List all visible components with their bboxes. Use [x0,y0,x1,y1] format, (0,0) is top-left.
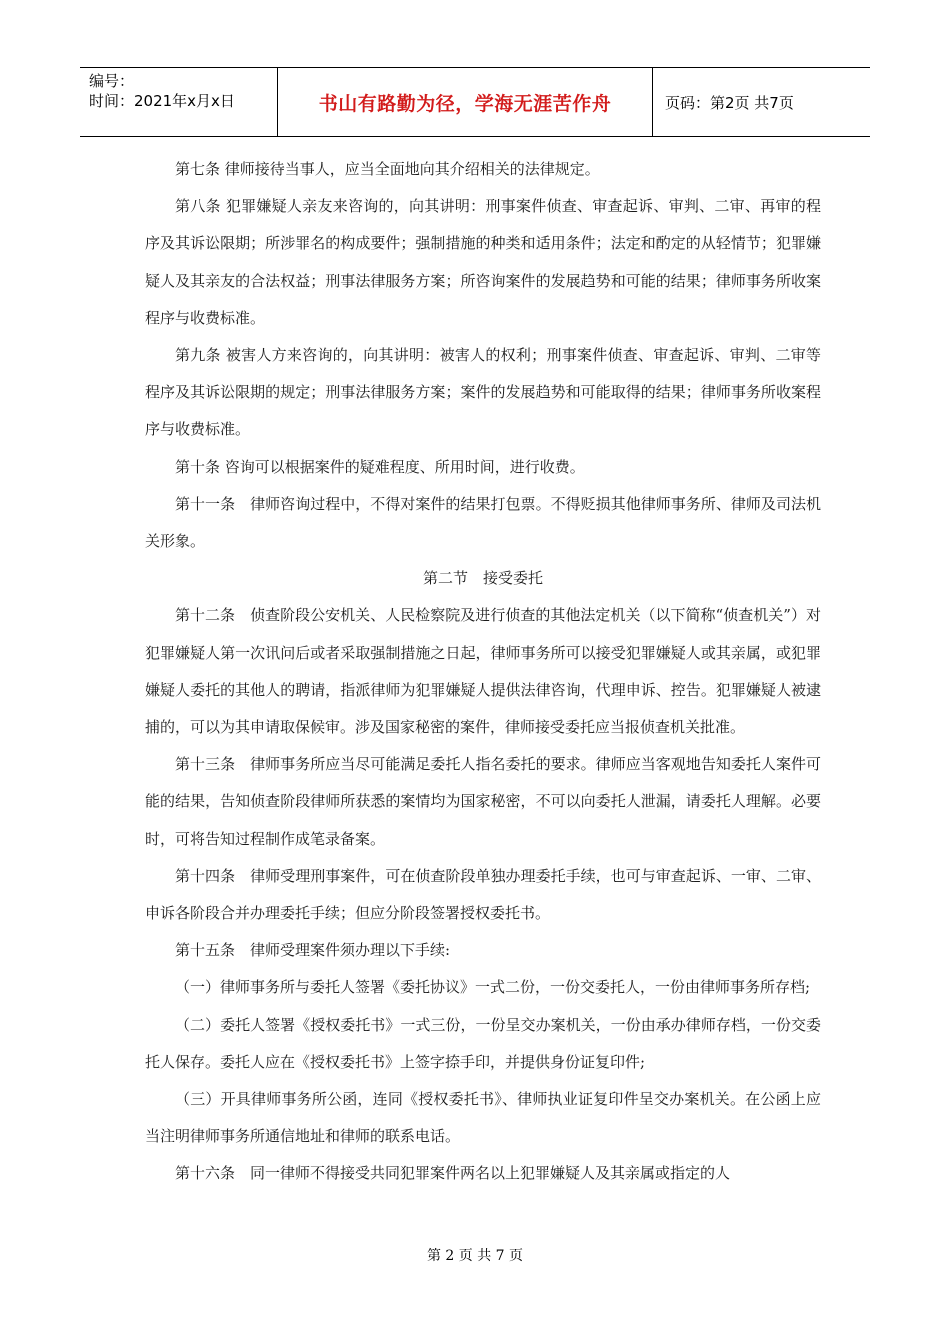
article-paragraph: 第十三条 律师事务所应当尽可能满足委托人指名委托的要求。律师应当客观地告知委托人案件可能的结果，告知侦查阶段律师所获悉的案情均为国家秘密，不可以向委托人泄漏，请委托人理解。必要时，可将告知过程制作成笔录备案。 [145,755,821,848]
article-paragraph: 第十条 咨询可以根据案件的疑难程度、所用时间，进行收费。 [175,457,585,476]
article-paragraph: 第七条 律师接待当事人，应当全面地向其介绍相关的法律规定。 [175,160,600,178]
article-paragraph: 第十五条 律师受理案件须办理以下手续: [175,941,451,960]
document-date-label: 时间：2021年x月x日 [89,92,235,110]
document-body [145,151,821,1193]
article-paragraph: （一）律师事务所与委托人签署《委托协议》一式二份，一份交委托人，一份由律师事务所存档; [175,978,811,997]
article-paragraph: 第九条 被害人方来咨询的，向其讲明：被害人的权利；刑事案件侦查、审查起诉、审判、二审等程序及其诉讼限期的规定；刑事法律服务方案；案件的发展趋势和可能取得的结果；律师事务所收案程序与收费标准。 [145,346,821,439]
article-paragraph: 第十六条 同一律师不得接受共同犯罪案件两名以上犯罪嫌疑人及其亲属或指定的人 [175,1164,731,1183]
article-paragraph: （三）开具律师事务所公函，连同《授权委托书》、律师执业证复印件呈交办案机关。在公函上应当注明律师事务所通信地址和律师的联系电话。 [145,1090,821,1146]
section-heading: 第二节 接受委托 [422,569,543,588]
header-page-info: 页码：第2页 共7页 [665,93,794,112]
article-paragraph: 第十二条 侦查阶段公安机关、人民检察院及进行侦查的其他法定机关（以下简称“侦查机关”）对犯罪嫌疑人第一次讯问后或者采取强制措施之日起，律师事务所可以接受犯罪嫌疑人或其亲属，或犯罪嫌疑人委托的其他人的聘请，指派律师为犯罪嫌疑人提供法律咨询，代理申诉、控告。犯罪嫌疑人被逮捕的，可以为其申请取保候审。涉及国家秘密的案件，律师接受委托应当报侦查机关批准。 [145,606,821,737]
page-header [80,67,870,137]
document-number-label: 编号： [89,72,135,90]
article-paragraph: 第十四条 律师受理刑事案件，可在侦查阶段单独办理委托手续，也可与审查起诉、一审、二审、申诉各阶段合并办理委托手续；但应分阶段签署授权委托书。 [145,866,821,923]
header-meta [80,68,278,136]
header-motto: 书山有路勤为径，学海无涯苦作舟 [278,68,653,136]
article-paragraph: 第八条 犯罪嫌疑人亲友来咨询的，向其讲明：刑事案件侦查、审查起诉、审判、二审、再审的程序及其诉讼限期；所涉罪名的构成要件；强制措施的种类和适用条件；法定和酌定的从轻情节；犯罪嫌疑人及其亲友的合法权益；刑事法律服务方案；所咨询案件的发展趋势和可能的结果；律师事务所收案程序与收费标准。 [145,197,821,327]
article-paragraph: 第十一条 律师咨询过程中，不得对案件的结果打包票。不得贬损其他律师事务所、律师及司法机关形象。 [145,494,821,551]
page-footer: 第 2 页 共 7 页 [426,1248,524,1264]
article-paragraph: （二）委托人签署《授权委托书》一式三份，一份呈交办案机关，一份由承办律师存档，一份交委托人保存。委托人应在《授权委托书》上签字捺手印，并提供身份证复印件; [145,1015,821,1071]
